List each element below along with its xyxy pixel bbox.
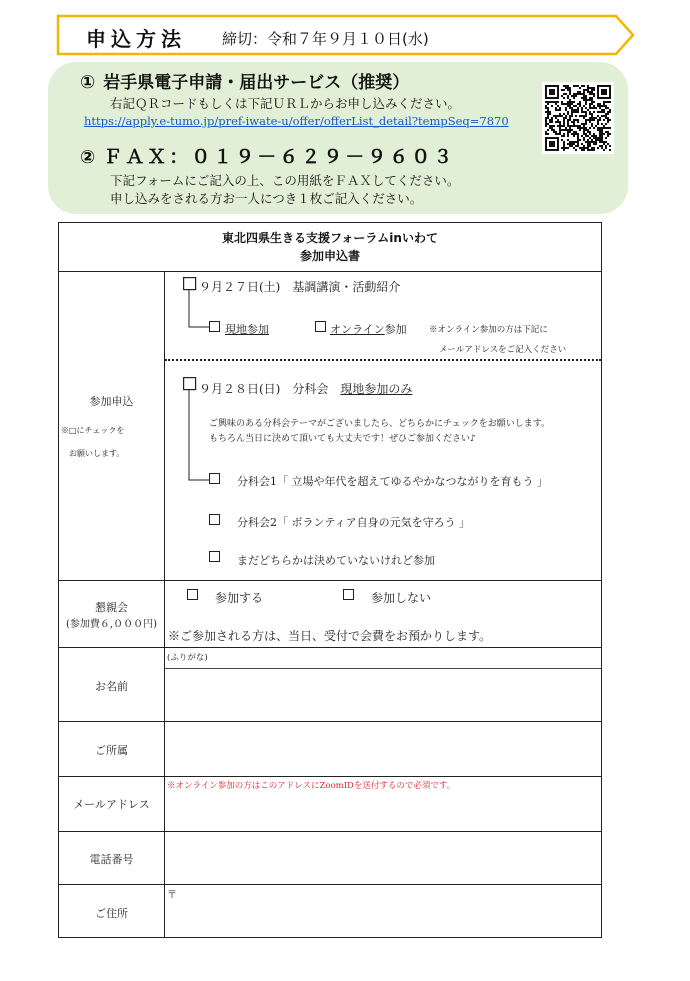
apply-note-1: ※□にチェックを <box>61 426 125 435</box>
application-form <box>58 222 602 938</box>
phone-label: 電話番号 <box>89 853 134 866</box>
day2-onsite-only: 現地参加のみ <box>340 382 413 396</box>
day2-note2: もちろん当日に決めて頂いても大丈夫です！ぜひご参加ください♪ <box>209 434 476 444</box>
furigana-input[interactable] <box>165 647 601 668</box>
option-2-description <box>110 172 459 208</box>
qr-code-icon[interactable] <box>542 82 614 154</box>
application-methods <box>48 62 628 214</box>
form-title <box>59 229 601 265</box>
day2-text: ９月２８日(日) 分科会 <box>199 382 329 396</box>
option-2-desc-line2: 申し込みをされる方お一人につき１枚ご記入ください。 <box>110 191 423 206</box>
option-1-number: ① <box>80 72 96 93</box>
session2-label: 分科会2「 ボランティア自身の元気を守ろう 」 <box>237 516 471 529</box>
fax-number: ＦＡＸ：０１９－６２９－９６０３ <box>103 146 456 168</box>
session1-label: 分科会1「 立場や年代を超えてゆるやかなつながりを育もう 」 <box>237 475 548 488</box>
day1-onsite-label: 現地参加 <box>225 323 269 336</box>
option-2-number: ② <box>80 147 96 168</box>
day2-label <box>199 380 412 397</box>
day1-online-option <box>330 321 407 337</box>
session3-label: まだどちらかは決めていないけれど参加 <box>237 554 435 567</box>
affiliation-label: ご所属 <box>95 744 128 757</box>
day1-online-note1: ※オンライン参加の方は下記に <box>429 325 548 335</box>
party-no-label: 参加しない <box>371 591 432 605</box>
name-input[interactable] <box>165 669 601 721</box>
option-1-description: 右記ＱＲコードもしくは下記ＵＲＬからお申し込みください。 <box>110 96 461 111</box>
phone-input[interactable] <box>165 832 601 884</box>
checkbox-session2[interactable] <box>209 514 220 525</box>
deadline-text: 締切：令和７年９月１０日(水) <box>222 30 429 48</box>
divider <box>59 580 601 581</box>
form-title-line2: 参加申込書 <box>299 249 360 263</box>
method-option-1 <box>80 68 409 93</box>
option-2-desc-line1: 下記フォームにご記入の上、この用紙をＦＡＸしてください。 <box>110 173 460 188</box>
day1-online-suffix: 参加 <box>384 323 407 336</box>
day2-note1: ご興味のある分科会テーマがございましたら、どちらかにチェックをお願いします。 <box>209 419 551 429</box>
email-label: メールアドレス <box>73 798 150 811</box>
affiliation-input[interactable] <box>165 722 601 776</box>
page-title: 申込方法 <box>86 27 186 51</box>
day1-online-note2: メールアドレスをご記入ください <box>439 345 567 355</box>
checkbox-party-yes[interactable] <box>187 589 198 600</box>
apply-label: 参加申込 <box>89 395 134 408</box>
email-note: ※オンライン参加の方はこのアドレスにZoomIDを送付するので必須です。 <box>167 781 456 791</box>
dotted-divider <box>165 359 601 361</box>
furigana-label: (ふりがな) <box>167 653 208 663</box>
option-1-title: 岩手県電子申請・届出サービス（推奨） <box>103 73 410 93</box>
party-note: ※ご参加される方は、当日、受付で会費をお預かりします。 <box>168 629 492 643</box>
postal-mark: 〒 <box>167 890 177 901</box>
form-title-line1: 東北四県生きる支援フォーラムinいわて <box>222 231 438 245</box>
apply-note-2: お願いします。 <box>69 449 125 458</box>
checkbox-session3[interactable] <box>209 551 220 562</box>
application-url-link[interactable]: https://apply.e-tumo.jp/pref-iwate-u/offer/offerList_detail?tempSeq=7870 <box>84 114 509 128</box>
email-input[interactable] <box>165 793 601 831</box>
day1-online-label: オンライン <box>330 323 385 336</box>
checkbox-day1-onsite[interactable] <box>209 321 220 332</box>
day1-label: ９月２７日(土) 基調講演・活動紹介 <box>199 280 401 294</box>
divider <box>59 776 601 777</box>
method-option-2 <box>80 142 455 169</box>
checkbox-day1-online[interactable] <box>315 321 326 332</box>
checkbox-session1[interactable] <box>209 473 220 484</box>
checkbox-party-no[interactable] <box>343 589 354 600</box>
divider <box>59 271 601 272</box>
party-fee-label: (参加費６,０００円) <box>66 619 157 630</box>
party-label: 懇親会 <box>95 601 128 614</box>
address-input[interactable] <box>165 885 601 938</box>
header-banner <box>56 14 636 56</box>
name-label: お名前 <box>95 680 128 693</box>
party-yes-label: 参加する <box>215 591 264 605</box>
qr-code-graphic <box>545 85 611 151</box>
address-label: ご住所 <box>95 907 128 920</box>
